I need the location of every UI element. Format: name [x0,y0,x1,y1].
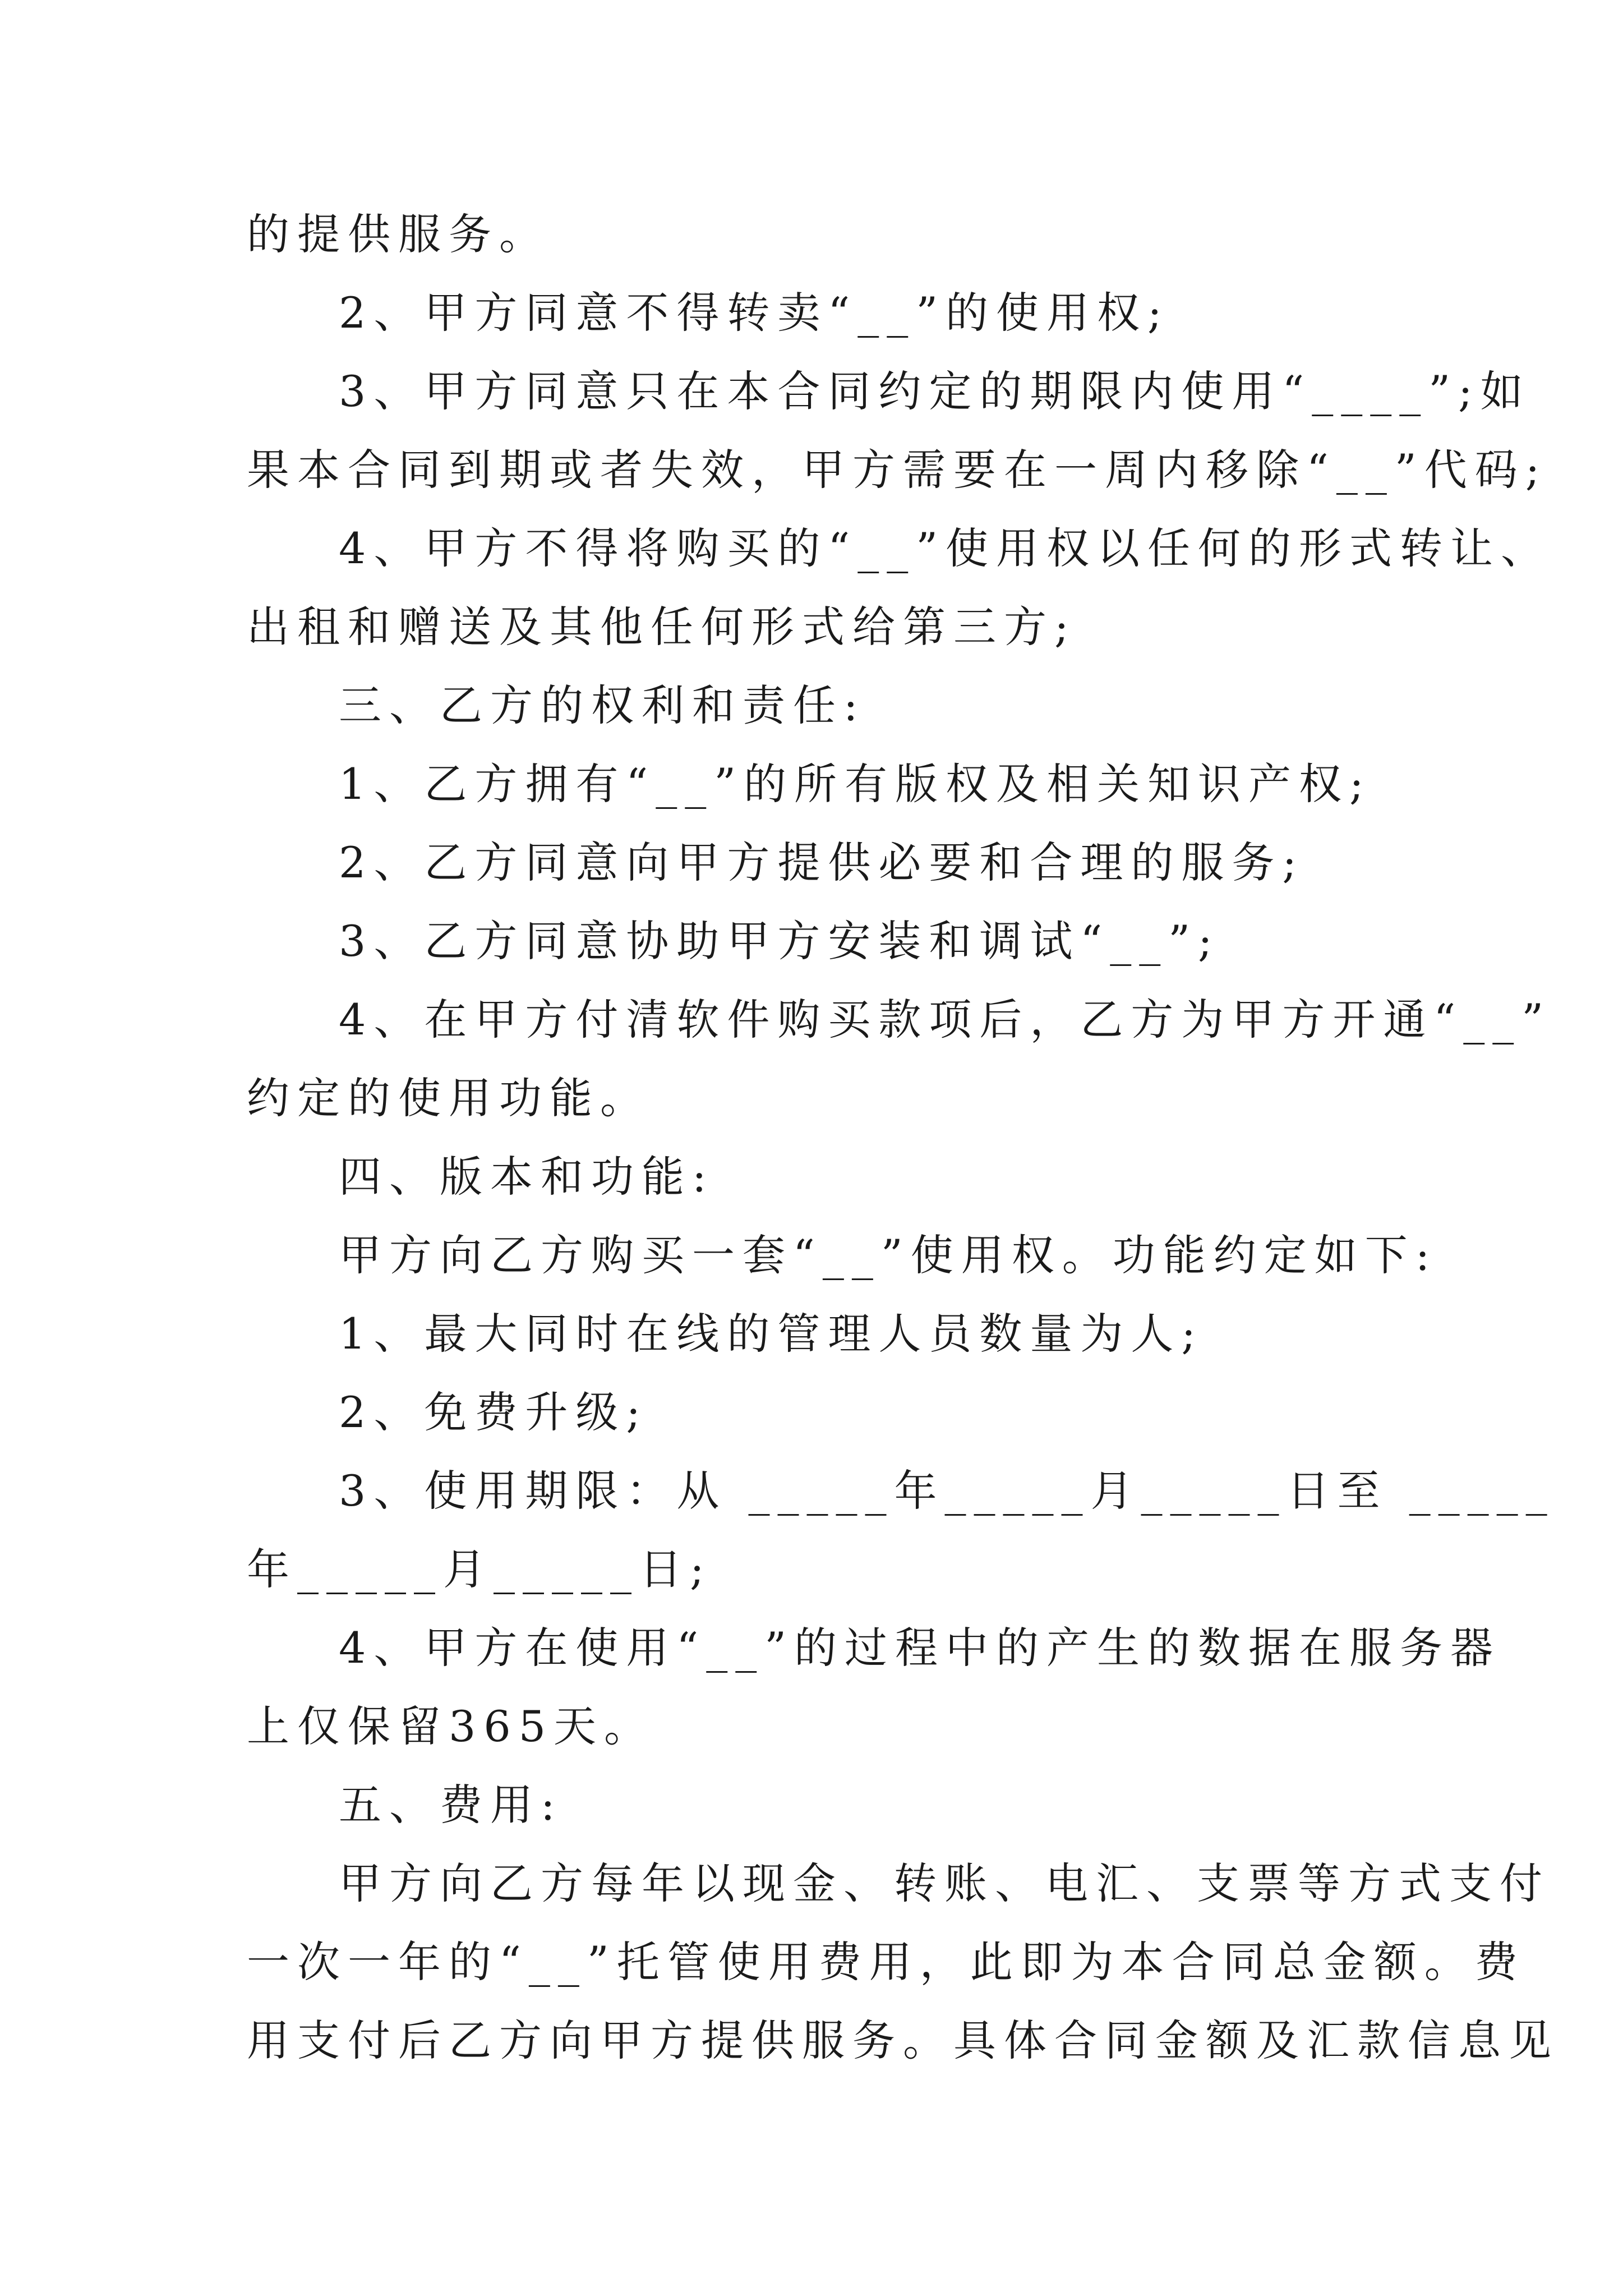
text-line: 甲方向乙方每年以现金、转账、电汇、支票等方式支付 [339,1858,1550,1908]
text-line: 甲方向乙方购买一套“__”使用权。功能约定如下: [339,1230,1438,1280]
text-line: 果本合同到期或者失效，甲方需要在一周内移除“__”代码; [247,445,1548,495]
text-line: 2、免费升级; [339,1387,648,1437]
text-line: 3、乙方同意协助甲方安装和调试“__”; [339,916,1220,966]
text-line: 的提供服务。 [247,209,550,259]
text-line: 1、最大同时在线的管理人员数量为人; [339,1309,1204,1359]
text-line: 4、甲方在使用“__”的过程中的产生的数据在服务器 [339,1623,1501,1673]
text-line: 用支付后乙方向甲方提供服务。具体合同金额及汇款信息见 [247,2016,1559,2065]
text-line: 3、使用期限：从 _____年_____月_____日至 _____ [339,1466,1555,1516]
text-line: 上仅保留365天。 [247,1701,655,1751]
text-line: 2、甲方同意不得转卖“__”的使用权; [339,288,1170,338]
section-heading: 五、费用: [339,1780,563,1830]
text-line: 4、在甲方付清软件购买款项后，乙方为甲方开通“__” [339,995,1552,1045]
text-line: 一次一年的“__”托管使用费用，此即为本合同总金额。费 [247,1937,1525,1987]
text-line: 出租和赠送及其他任何形式给第三方; [247,602,1077,652]
section-heading: 三、乙方的权利和责任: [339,680,866,730]
text-line: 1、乙方拥有“__”的所有版权及相关知识产权; [339,759,1372,809]
section-heading: 四、版本和功能: [339,1152,714,1202]
text-line: 2、乙方同意向甲方提供必要和合理的服务; [339,838,1304,887]
text-line: 3、甲方同意只在本合同约定的期限内使用“____”;如 [339,366,1531,416]
text-line: 4、甲方不得将购买的“__”使用权以任何的形式转让、 [339,523,1552,573]
text-line: 年_____月_____日; [247,1544,712,1594]
text-line: 约定的使用功能。 [247,1073,651,1123]
